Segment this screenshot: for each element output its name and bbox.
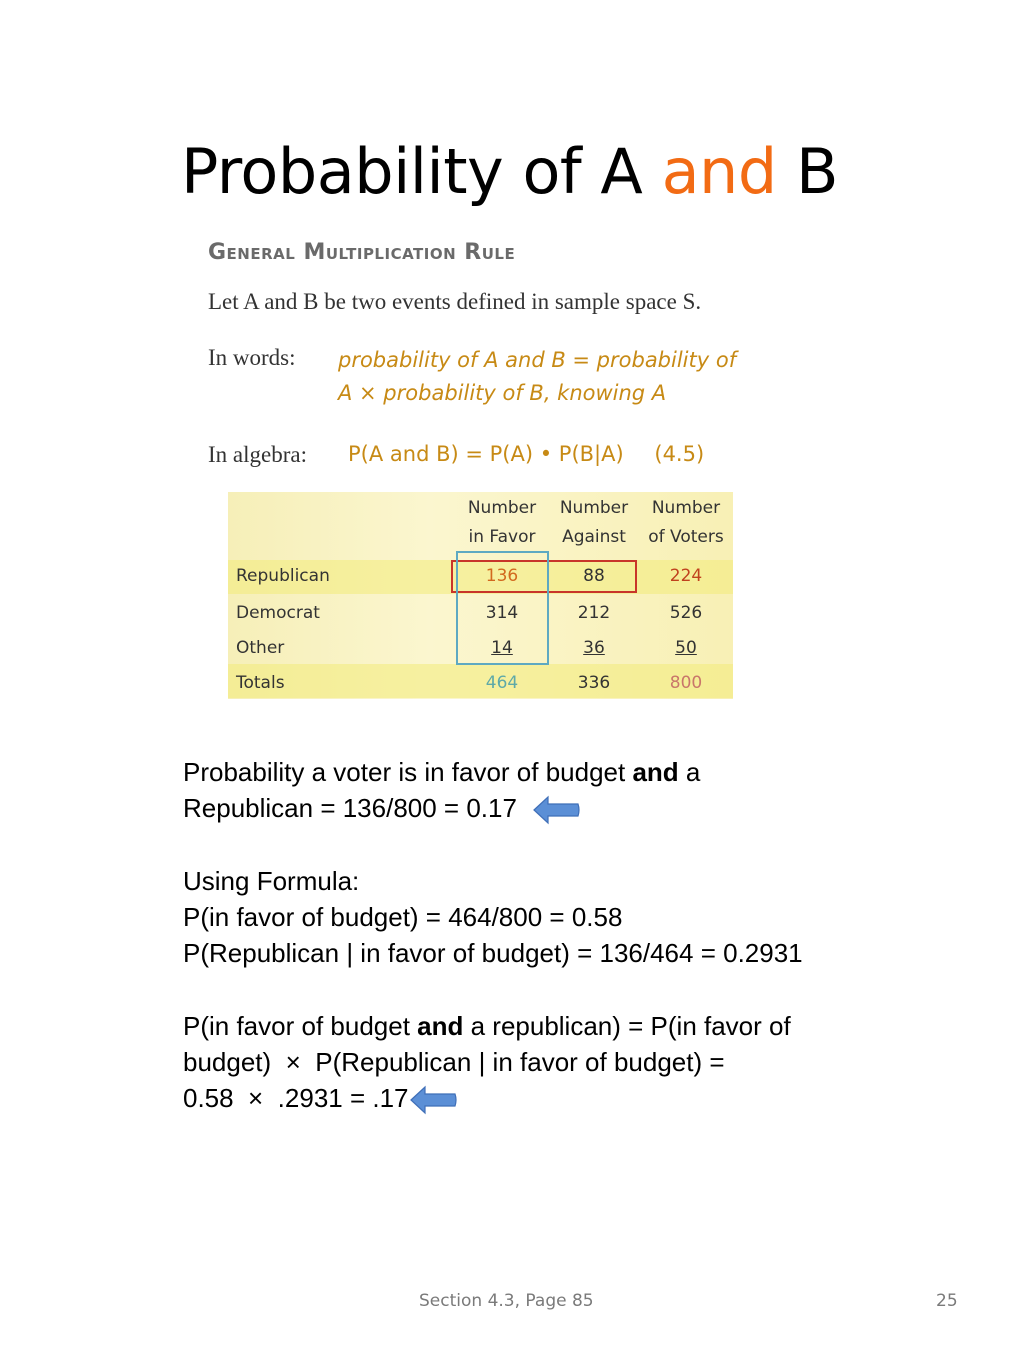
- text-run: 0.58 × .2931 = .17: [183, 1083, 409, 1113]
- bold-and: and: [632, 757, 679, 787]
- header-voters-line-2: of Voters: [648, 527, 724, 547]
- footer-source: Section 4.3, Page 85: [419, 1291, 594, 1311]
- header-against: [548, 494, 640, 552]
- formula-section: [183, 863, 803, 971]
- algebra-label: In algebra:: [208, 442, 307, 467]
- cell-other-favor: 14: [491, 638, 513, 658]
- words-label: In words:: [208, 345, 296, 370]
- row-label: Democrat: [236, 603, 320, 623]
- header-against-line-1: Number: [559, 498, 629, 518]
- voter-table: [228, 492, 733, 699]
- slide-title: [181, 132, 838, 212]
- cell-democrat-total: 526: [669, 603, 703, 623]
- in-favor-highlight-box: [456, 551, 549, 665]
- cell-republican-favor: 136: [485, 566, 519, 586]
- formula-line-2: P(Republican | in favor of budget) = 136/464 = 0.2931: [183, 938, 803, 968]
- text-run: Probability a voter is in favor of budget: [183, 757, 633, 787]
- row-label: Other: [236, 638, 285, 658]
- explanation-line: [183, 790, 700, 826]
- left-arrow-icon: [532, 794, 582, 826]
- explanation-line: [183, 754, 700, 790]
- words-definition: [338, 344, 758, 410]
- algebra-formula-block: [348, 442, 704, 466]
- cell-total-voters: 800: [669, 673, 703, 693]
- header-voters-line-1: Number: [651, 498, 721, 518]
- text-run: a: [678, 757, 701, 787]
- bold-and: and: [417, 1011, 464, 1041]
- left-arrow-icon: [409, 1084, 459, 1116]
- text-run: P(in favor of budget: [183, 1011, 418, 1041]
- explanation-line: budget) × P(Republican | in favor of budget) =: [183, 1047, 725, 1077]
- header-in-favor-line-1: Number: [467, 498, 537, 518]
- text-run: Republican = 136/800 = 0.17: [183, 793, 517, 823]
- page-number: 25: [936, 1291, 958, 1311]
- text-run: a republican) = P(in favor of: [463, 1011, 791, 1041]
- explanation-paragraph-3: [183, 1008, 791, 1116]
- explanation-line: [183, 1008, 791, 1044]
- definition-text: Let A and B be two events defined in sample space S.: [208, 289, 702, 314]
- title-part-2: B: [795, 135, 838, 208]
- explanation-line: [183, 1080, 791, 1116]
- rule-heading: General Multiplication Rule: [208, 240, 516, 265]
- row-label: Totals: [236, 673, 285, 693]
- cell-total-favor: 464: [485, 673, 519, 693]
- cell-democrat-against: 212: [577, 603, 611, 623]
- header-in-favor: [456, 494, 548, 552]
- header-in-favor-line-2: in Favor: [468, 527, 536, 547]
- cell-republican-total: 224: [669, 566, 703, 586]
- algebra-formula: P(A and B) = P(A) • P(B|A): [348, 442, 624, 466]
- words-line-2: A × probability of B, knowing A: [338, 381, 667, 405]
- title-accent: and: [661, 135, 777, 208]
- cell-other-total: 50: [675, 638, 697, 658]
- cell-total-against: 336: [577, 673, 611, 693]
- formula-heading: Using Formula:: [183, 866, 360, 896]
- row-label: Republican: [236, 566, 330, 586]
- cell-other-against: 36: [583, 638, 605, 658]
- header-against-line-2: Against: [562, 527, 626, 547]
- formula-line-1: P(in favor of budget) = 464/800 = 0.58: [183, 902, 623, 932]
- equation-number: (4.5): [654, 442, 705, 466]
- cell-republican-against: 88: [583, 566, 605, 586]
- cell-democrat-favor: 314: [485, 603, 519, 623]
- explanation-paragraph-1: [183, 754, 700, 826]
- words-line-1: probability of A and B = probability of: [338, 348, 737, 372]
- title-part-1: Probability of A: [181, 135, 643, 208]
- table-row-totals: [228, 666, 733, 700]
- header-voters: [640, 494, 732, 552]
